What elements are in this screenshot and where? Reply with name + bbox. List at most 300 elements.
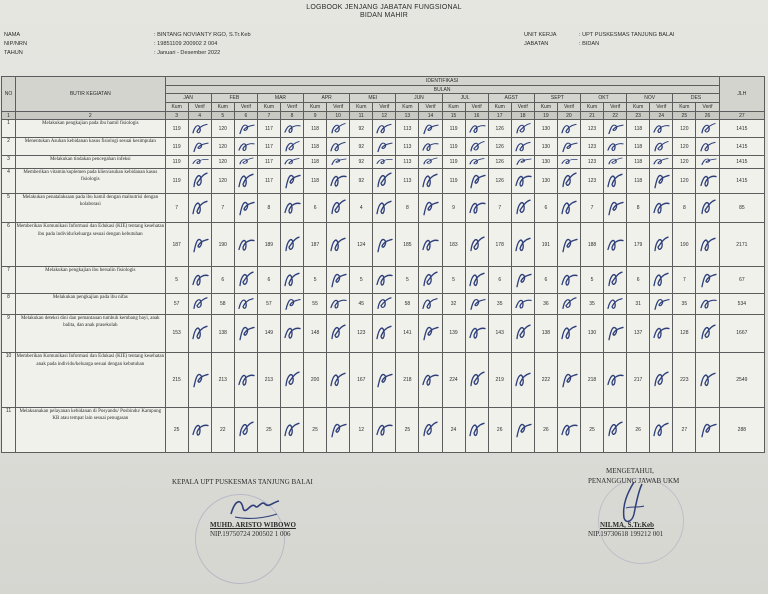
kum-value: 179 [627,223,650,267]
verification-signature-icon [374,323,394,343]
kum-value: 92 [350,156,373,168]
verif-cell [604,353,627,407]
column-number: 3 [165,112,188,120]
kum-value: 120 [211,168,234,193]
verif-cell [327,193,350,222]
kum-value: 118 [627,120,650,138]
verif-cell [280,294,303,314]
verif-cell [604,193,627,222]
verif-cell [188,138,211,156]
kum-value: 223 [673,353,696,407]
verification-signature-icon [651,270,671,290]
verification-signature-icon [651,122,671,136]
header-verif: Verif [511,103,534,112]
verification-signature-icon [559,198,579,218]
kum-value: 217 [627,353,650,407]
kum-value: 25 [165,407,188,452]
header-verif: Verif [373,103,396,112]
table-row [2,294,765,314]
kum-value: 25 [396,407,419,452]
table-row [2,193,765,222]
footer-left-name: MUHD. ARISTO WIBOWO [210,521,296,529]
row-jlh: 1415 [719,156,764,168]
verif-cell [465,353,488,407]
verification-signature-icon [190,235,210,255]
kum-value: 6 [488,267,511,294]
kum-value: 5 [165,267,188,294]
verification-signature-icon [328,171,348,191]
verif-cell [604,156,627,168]
verification-signature-icon [328,420,348,440]
verif-cell [280,193,303,222]
verification-signature-icon [605,323,625,343]
kum-value: 6 [211,267,234,294]
table-row [2,267,765,294]
verification-signature-icon [698,296,718,312]
verification-signature-icon [190,370,210,390]
verification-signature-icon [467,270,487,290]
row-jlh: 2549 [719,353,764,407]
verif-cell [234,156,257,168]
verif-cell [234,168,257,193]
row-butir-kegiatan: Melakukan deteksi dini dan pemantauan tumbuh kembang bayi, anak balita, dan anak prasekolah [16,314,166,353]
verification-signature-icon [190,323,210,343]
table-row [2,407,765,452]
verif-cell [419,156,442,168]
verif-cell [696,267,719,294]
verif-cell [696,294,719,314]
column-number: 21 [580,112,603,120]
kum-value: 117 [257,120,280,138]
row-butir-kegiatan: Melakukan penatalaksaan pada ibu hamil dengan malnutrisi dengan kolaborasi [16,193,166,222]
verification-signature-icon [698,198,718,218]
verification-signature-icon [328,157,348,166]
verif-cell [373,353,396,407]
row-number: 2 [2,138,16,156]
verification-signature-icon [236,171,256,191]
verification-signature-icon [513,296,533,312]
header-month-feb: FEB [211,94,257,103]
verif-cell [419,294,442,314]
header-month-sept: SEPT [534,94,580,103]
verification-signature-icon [328,270,348,290]
kum-value: 124 [350,223,373,267]
verif-cell [557,267,580,294]
header-verif: Verif [650,103,673,112]
verif-cell [234,193,257,222]
verification-signature-icon [513,140,533,154]
verification-signature-icon [513,323,533,343]
row-butir-kegiatan: Melakukan pengkajian pada ibu hamil fisiologis [16,120,166,138]
kum-value: 138 [211,314,234,353]
kum-value: 117 [257,156,280,168]
verification-signature-icon [467,235,487,255]
footer-left-title: KEPALA UPT PUSKESMAS TANJUNG BALAI [172,478,313,486]
verif-cell [280,407,303,452]
header-kum: Kum [350,103,373,112]
verification-signature-icon [605,122,625,136]
verif-cell [696,407,719,452]
verification-signature-icon [467,323,487,343]
row-butir-kegiatan: Memberikan vitamin/suplemen pada klien/asuhan kebidanan kasus fisiologis [16,168,166,193]
header-month-mar: MAR [257,94,303,103]
verif-cell [511,168,534,193]
verification-signature-icon [236,296,256,312]
row-butir-kegiatan: Melakukan pengkajian ibu bersalin fisiologis [16,267,166,294]
kum-value: 8 [396,193,419,222]
info-nama: NAMA : BINTANG NOVIANTY RGO, S.Tr.Keb [4,32,251,38]
verif-cell [511,353,534,407]
kum-value: 6 [534,193,557,222]
verif-cell [280,168,303,193]
column-number: 14 [419,112,442,120]
header-verif: Verif [234,103,257,112]
kum-value: 26 [488,407,511,452]
verif-cell [327,120,350,138]
column-number: 9 [304,112,327,120]
kum-value: 137 [627,314,650,353]
header-no: NO [2,77,16,112]
verification-signature-icon [190,296,210,312]
kum-value: 4 [350,193,373,222]
verification-signature-icon [559,140,579,154]
verification-signature-icon [698,140,718,154]
verification-signature-icon [559,420,579,440]
kum-value: 119 [442,138,465,156]
verif-cell [234,353,257,407]
verif-cell [188,223,211,267]
kum-value: 185 [396,223,419,267]
kum-value: 123 [580,168,603,193]
kum-value: 130 [534,168,557,193]
verif-cell [557,156,580,168]
header-kum: Kum [442,103,465,112]
verif-cell [234,267,257,294]
kum-value: 6 [534,267,557,294]
verification-signature-icon [698,323,718,343]
row-number: 10 [2,353,16,407]
column-number: 22 [604,112,627,120]
kum-value: 118 [304,168,327,193]
kum-value: 26 [627,407,650,452]
verif-cell [188,267,211,294]
header-identifikasi: IDENTIFIKASI [165,77,719,86]
verification-signature-icon [420,420,440,440]
header-verif: Verif [604,103,627,112]
verification-signature-icon [467,370,487,390]
verification-signature-icon [374,171,394,191]
verif-cell [188,168,211,193]
column-number: 15 [442,112,465,120]
verification-signature-icon [236,270,256,290]
verification-signature-icon [282,296,302,312]
kum-value: 118 [627,168,650,193]
column-number: 19 [534,112,557,120]
row-number: 1 [2,120,16,138]
kum-value: 215 [165,353,188,407]
verif-cell [188,156,211,168]
verif-cell [465,138,488,156]
verif-cell [557,407,580,452]
kum-value: 5 [580,267,603,294]
kum-value: 8 [627,193,650,222]
footer-left-nip: NIP.19750724 200502 1 006 [210,530,291,538]
verif-cell [557,353,580,407]
verif-cell [465,223,488,267]
kum-value: 119 [165,156,188,168]
verification-signature-icon [190,420,210,440]
verification-signature-icon [420,370,440,390]
verification-signature-icon [190,122,210,136]
kum-value: 153 [165,314,188,353]
verification-signature-icon [605,198,625,218]
column-number: 27 [719,112,764,120]
verification-signature-icon [328,198,348,218]
kum-value: 123 [580,156,603,168]
verif-cell [604,138,627,156]
verif-cell [696,168,719,193]
info-jabatan: JABATAN : BIDAN [524,41,600,47]
verification-signature-icon [236,420,256,440]
verification-signature-icon [374,122,394,136]
verification-signature-icon [374,420,394,440]
verif-cell [373,138,396,156]
info-unit-kerja: UNIT KERJA : UPT PUSKESMAS TANJUNG BALAI [524,32,675,38]
kum-value: 218 [580,353,603,407]
verification-signature-icon [698,370,718,390]
header-kum: Kum [580,103,603,112]
kum-value: 8 [257,193,280,222]
kum-value: 119 [442,120,465,138]
verif-cell [327,407,350,452]
verification-signature-icon [420,235,440,255]
verification-signature-icon [513,270,533,290]
verif-cell [511,267,534,294]
kum-value: 118 [304,138,327,156]
column-number: 24 [650,112,673,120]
verification-signature-icon [559,296,579,312]
kum-value: 141 [396,314,419,353]
row-jlh: 85 [719,193,764,222]
verification-signature-icon [282,420,302,440]
kum-value: 183 [442,223,465,267]
header-month-jul: JUL [442,94,488,103]
kum-value: 189 [257,223,280,267]
verification-signature-icon [651,420,671,440]
verif-cell [465,314,488,353]
header-month-mei: MEI [350,94,396,103]
kum-value: 118 [627,156,650,168]
verif-cell [373,314,396,353]
title-line-2: BIDAN MAHIR [359,12,409,19]
column-number: 17 [488,112,511,120]
verif-cell [234,223,257,267]
kum-value: 224 [442,353,465,407]
verif-cell [188,294,211,314]
verif-cell [419,314,442,353]
row-jlh: 534 [719,294,764,314]
footer-right-nip: NIP.19730618 199212 001 [588,530,664,538]
kum-value: 178 [488,223,511,267]
kum-value: 119 [165,168,188,193]
verification-signature-icon [513,122,533,136]
header-month-agst: AGST [488,94,534,103]
info-left [4,31,251,58]
column-number: 2 [16,112,166,120]
verification-signature-icon [467,296,487,312]
kum-value: 130 [580,314,603,353]
kum-value: 5 [350,267,373,294]
verification-signature-icon [282,323,302,343]
kum-value: 190 [673,223,696,267]
verif-cell [650,120,673,138]
verif-cell [696,223,719,267]
verification-signature-icon [236,370,256,390]
row-jlh: 1415 [719,120,764,138]
kum-value: 126 [488,156,511,168]
verification-signature-icon [282,270,302,290]
verification-signature-icon [651,370,671,390]
verification-signature-icon [282,157,302,166]
kum-value: 35 [488,294,511,314]
kum-value: 120 [211,138,234,156]
verification-signature-icon [374,296,394,312]
footer-right-title-2: PENANGGUNG JAWAB UKM [588,477,680,485]
verif-cell [604,120,627,138]
verification-signature-icon [513,420,533,440]
verif-cell [373,223,396,267]
kum-value: 120 [673,120,696,138]
row-butir-kegiatan: Melakukan tindakan pencegahan infeksi [16,156,166,168]
kum-value: 138 [534,314,557,353]
kum-value: 36 [534,294,557,314]
kum-value: 27 [673,407,696,452]
table-row [2,353,765,407]
kum-value: 123 [580,120,603,138]
verif-cell [280,138,303,156]
header-kum: Kum [165,103,188,112]
verification-signature-icon [651,140,671,154]
table-row [2,156,765,168]
info-tahun: TAHUN : Januari - Desember 2022 [4,50,221,56]
verif-cell [604,314,627,353]
kum-value: 113 [396,120,419,138]
kum-value: 6 [257,267,280,294]
verif-cell [373,193,396,222]
verification-signature-icon [282,140,302,154]
column-number: 10 [327,112,350,120]
kum-value: 5 [304,267,327,294]
kum-value: 9 [442,193,465,222]
verif-cell [650,353,673,407]
verif-cell [604,294,627,314]
kum-value: 57 [165,294,188,314]
verif-cell [511,138,534,156]
row-jlh: 2171 [719,223,764,267]
verification-signature-icon [420,122,440,136]
kum-value: 57 [257,294,280,314]
verification-signature-icon [467,157,487,166]
kum-value: 190 [211,223,234,267]
logbook-table [1,76,765,453]
column-number: 5 [211,112,234,120]
header-kum: Kum [673,103,696,112]
header-butir-kegiatan: BUTIR KEGIATAN [16,77,166,112]
verification-signature-icon [420,323,440,343]
verif-cell [465,267,488,294]
table-row [2,120,765,138]
header-verif: Verif [327,103,350,112]
verif-cell [327,353,350,407]
verification-signature-icon [467,122,487,136]
kum-value: 45 [350,294,373,314]
verification-signature-icon [236,140,256,154]
kum-value: 92 [350,138,373,156]
verification-signature-icon [698,122,718,136]
verif-cell [419,353,442,407]
verif-cell [419,223,442,267]
verification-signature-icon [420,171,440,191]
kum-value: 24 [442,407,465,452]
header-kum: Kum [534,103,557,112]
column-number: 6 [234,112,257,120]
kum-value: 92 [350,168,373,193]
verification-signature-icon [374,140,394,154]
kum-value: 120 [673,156,696,168]
kum-value: 126 [488,168,511,193]
verif-cell [465,168,488,193]
header-jlh: JLH [719,77,764,112]
table-row [2,168,765,193]
kum-value: 55 [304,294,327,314]
verif-cell [465,294,488,314]
header-verif: Verif [465,103,488,112]
verif-cell [188,353,211,407]
verification-signature-icon [698,235,718,255]
verification-signature-icon [698,171,718,191]
header-kum: Kum [211,103,234,112]
verif-cell [327,267,350,294]
kum-value: 118 [627,138,650,156]
row-number: 11 [2,407,16,452]
verif-cell [650,407,673,452]
header-bulan: BULAN [165,86,719,94]
column-number: 18 [511,112,534,120]
kum-value: 35 [580,294,603,314]
verif-cell [604,168,627,193]
verif-cell [419,120,442,138]
verif-cell [280,223,303,267]
verification-signature-icon [467,140,487,154]
info-nip: NIP/NRN : 19851109 200902 2 004 [4,41,218,47]
table-row [2,223,765,267]
footer-right-header [600,467,654,476]
verif-cell [557,294,580,314]
header-kum: Kum [257,103,280,112]
kum-value: 26 [534,407,557,452]
row-number: 7 [2,267,16,294]
verif-cell [696,314,719,353]
verification-signature-icon [467,198,487,218]
verif-cell [511,294,534,314]
row-butir-kegiatan: Melaksanakan pelayanan kebidanan di Posyandu/ Posbindu/ Kampung KB atau tempat lain sesuai penugasan [16,407,166,452]
verification-signature-icon [190,157,210,166]
verification-signature-icon [190,198,210,218]
kum-value: 120 [673,138,696,156]
verification-signature-icon [651,198,671,218]
verif-cell [650,193,673,222]
kum-value: 200 [304,353,327,407]
